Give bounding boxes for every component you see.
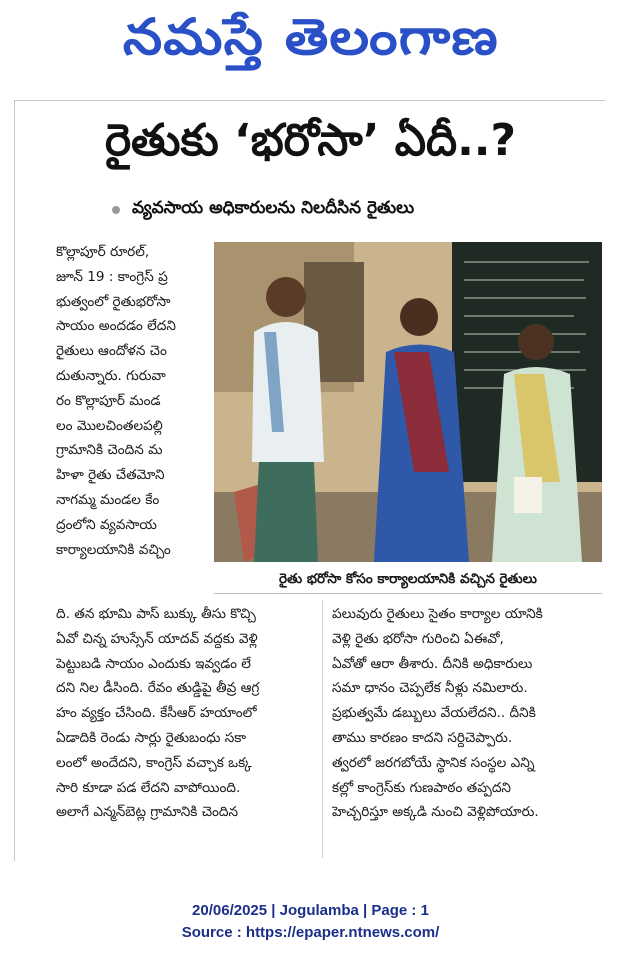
- text-line: కార్యాలయానికి వచ్చిం: [56, 541, 171, 558]
- text-line: నాగమ్మ మండల కేం: [56, 491, 160, 508]
- text-line: లంలో అందేదని, కాంగ్రెస్ వచ్చాక ఒక్క: [56, 754, 252, 771]
- text-line: రం కొల్లాపూర్ మండ: [56, 392, 161, 409]
- footer-separator: |: [363, 902, 372, 919]
- text-line: తాము కారణం కాదని సర్దిచెప్పారు.: [332, 729, 513, 746]
- text-line: దుతున్నారు. గురువా: [56, 367, 166, 384]
- footer-edition: Jogulamba: [279, 902, 359, 919]
- text-line: త్వరలో జరగబోయే స్థానిక సంస్థల ఎన్ని: [332, 754, 535, 771]
- text-line: పలువురు రైతులు సైతం కార్యాల యానికి: [332, 606, 543, 622]
- text-line: హిళా రైతు చేతమోని: [56, 467, 165, 484]
- bullet-icon: [112, 206, 120, 214]
- photo-illustration: [214, 242, 602, 562]
- text-line: లం మొలచింతలపల్లి: [56, 417, 163, 434]
- text-line: కొల్లాపూర్ రూరల్,: [56, 244, 150, 260]
- caption-text: రైతు భరోసా కోసం కార్యాలయానికి వచ్చిన రైతులు: [279, 571, 537, 587]
- headline: రైతుకు ‘భరోసా’ ఏదీ..?: [104, 115, 517, 166]
- text-line: ఏవో చిన్న హుస్సేన్ యాదవ్ వద్దకు వెళ్లి: [56, 630, 258, 647]
- masthead: [0, 6, 621, 68]
- footer: [0, 900, 621, 944]
- text-line: గ్రామానికి చెందిన మ: [56, 442, 163, 459]
- text-line: సారి కూడా పడ లేదని వాపోయింది.: [56, 779, 241, 796]
- footer-separator: |: [271, 902, 280, 919]
- text-line: సమా ధానం చెప్పలేక నీళ్లు నమిలారు.: [332, 680, 528, 697]
- text-line: జూన్ 19 : కాంగ్రెస్ ప్ర: [56, 268, 168, 285]
- subheadline: వ్యవసాయ అధికారులను నిలదీసిన రైతులు: [132, 198, 415, 218]
- left-column: [56, 240, 206, 562]
- masthead-logo: నమస్తే తెలంగాణ: [122, 8, 499, 66]
- text-line: అలాగే ఎన్మన్‌బెట్ల గ్రామానికి చెందిన: [56, 804, 239, 821]
- text-line: ద్రంలోని వ్యవసాయ: [56, 516, 157, 533]
- text-line: రైతులు ఆందోళన చెం: [56, 343, 167, 360]
- footer-meta: [0, 900, 621, 922]
- text-line: సాయం అందడం లేదని: [56, 318, 176, 335]
- text-line: కల్లో కాంగ్రెస్‌కు గుణపాఠం తప్పదని: [332, 779, 511, 796]
- text-line: పెట్టుబడి సాయం ఎందుకు ఇవ్వడం లే: [56, 655, 251, 672]
- text-line: దని నిల డీసింది. రేవం తుడ్డిపై తీవ్ర ఆగ్ర: [56, 680, 260, 697]
- text-line: హం వ్యక్తం చేసింది. కేసీఆర్ హయాంలో: [56, 705, 257, 722]
- footer-date: 20/06/2025: [192, 902, 268, 919]
- text-line: వెళ్లి రైతు భరోసా గురించి ఏఈవో,: [332, 630, 504, 647]
- photo-caption: [214, 565, 602, 594]
- column-divider: [322, 600, 323, 858]
- news-photo: [214, 242, 602, 562]
- text-line: హెచ్చరిస్తూ అక్కడి నుంచి వెళ్లిపోయారు.: [332, 804, 539, 821]
- footer-source[interactable]: Source : https://epaper.ntnews.com/: [181, 924, 440, 941]
- text-line: ప్రభుత్వమే డబ్బులు వేయలేదని.. దీనికి: [332, 705, 536, 722]
- bottom-right-column: [332, 602, 594, 825]
- bottom-left-column: [56, 602, 318, 825]
- footer-page: Page : 1: [371, 902, 429, 919]
- text-line: ది. తన భూమి పాస్ బుక్కు తీసు కొచ్చి: [56, 606, 256, 622]
- text-line: ఏడాదికి రెండు సార్లు రైతుబంధు సకా: [56, 729, 247, 746]
- text-line: భుత్వంలో రైతుభరోసా: [56, 293, 171, 310]
- text-line: ఏవోతో ఆరా తీశారు. దీనికి అధికారులు: [332, 655, 533, 672]
